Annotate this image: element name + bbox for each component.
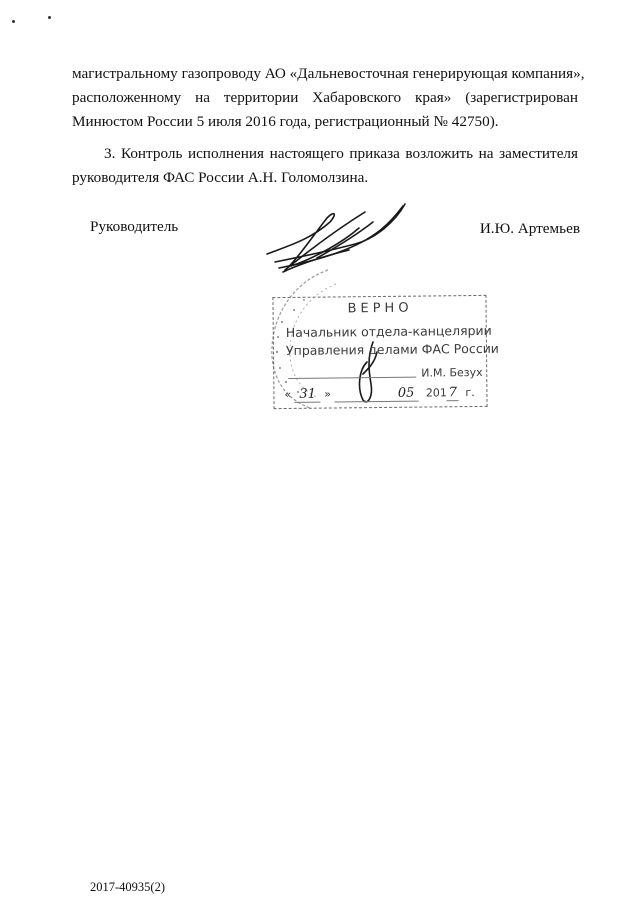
paragraph-continuation xyxy=(72,62,585,134)
paragraph-3 xyxy=(72,142,578,190)
text-line: Минюстом России 5 июля 2016 года, регистрационный № 42750). xyxy=(72,113,499,130)
stamp-position-line: Начальник отдела-канцелярии xyxy=(285,322,492,340)
document-number: 2017-40935(2) xyxy=(90,880,165,894)
date-open-quote: « xyxy=(284,387,292,402)
date-day: 31 xyxy=(295,387,321,403)
stamp-signer-name: И.М. Безух xyxy=(421,365,483,380)
text-line: руководителя ФАС России А.Н. Голомолзина. xyxy=(72,169,369,186)
date-year-digit: 7 xyxy=(448,385,458,401)
text-line: магистральному газопроводу АО «Дальневосточная генерирующая компания», xyxy=(72,65,585,82)
signatory-name: И.Ю. Артемьев xyxy=(479,220,580,237)
text-line: 3. Контроль исполнения настоящего приказа возложить на заместителя xyxy=(104,145,578,162)
stamp-signature-line xyxy=(288,377,416,379)
date-month: 05 xyxy=(334,386,418,403)
text-line: расположенному на территории Хабаровского края» (зарегистрирован xyxy=(72,89,578,106)
stamp-department-line: Управления делами ФАС России xyxy=(285,340,499,358)
date-year-suffix: г. xyxy=(465,386,475,400)
scan-speck xyxy=(48,16,51,19)
date-year-prefix: 201 xyxy=(425,386,447,400)
scan-speck xyxy=(12,20,15,23)
stamp-heading: ВЕРНО xyxy=(347,300,413,317)
date-close-quote: » xyxy=(324,387,331,401)
certification-stamp xyxy=(272,295,499,409)
signatory-title: Руководитель xyxy=(90,218,179,235)
stamp-date xyxy=(284,385,474,403)
